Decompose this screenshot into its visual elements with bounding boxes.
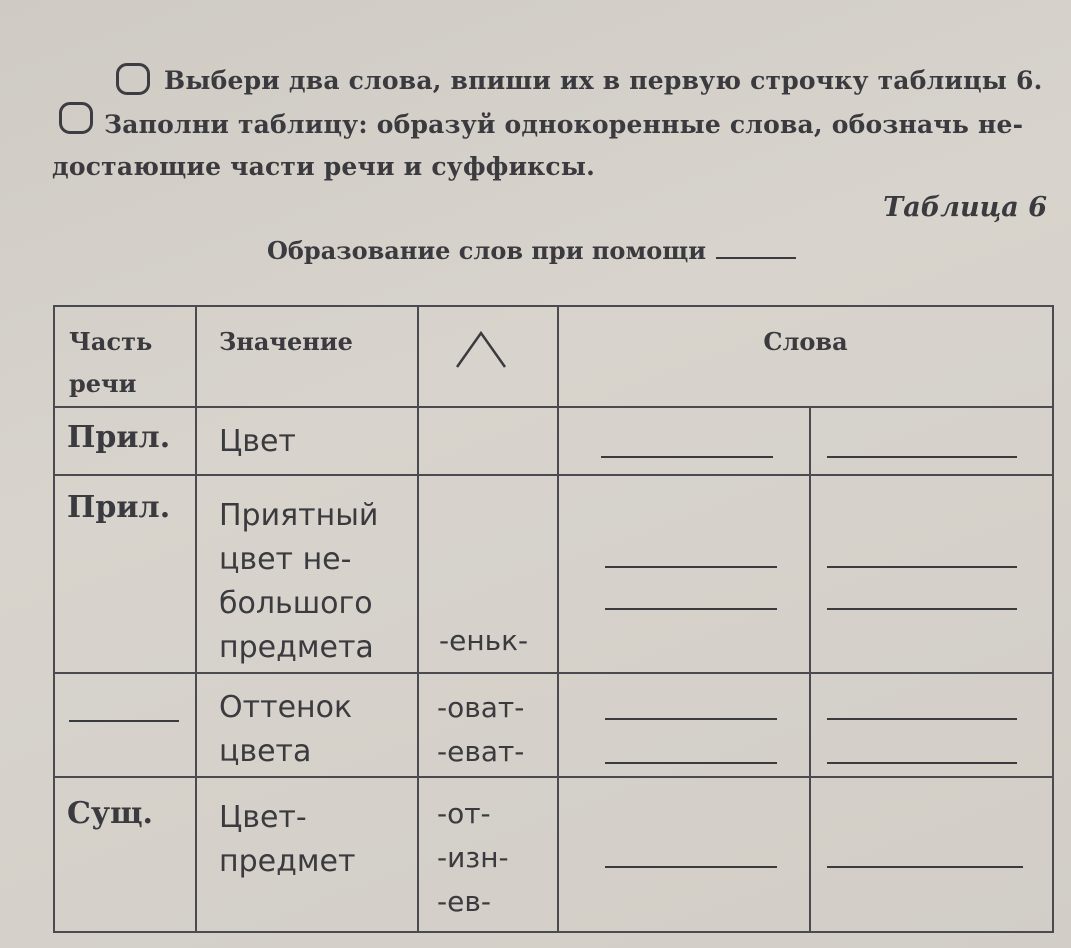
row1-word2[interactable] xyxy=(810,407,1053,475)
table-caption xyxy=(267,236,796,265)
row1-pos xyxy=(54,407,196,475)
row4-pos xyxy=(54,777,196,932)
table-label: Таблица 6 xyxy=(883,192,1047,223)
task2-text-line1: Заполни таблицу: образуй однокоренные слова, обозначь не- xyxy=(104,110,1024,139)
row3-meaning-line: цвета xyxy=(219,734,312,769)
header-words-text: Слова xyxy=(763,327,848,356)
suffix-text: -оват- xyxy=(437,691,525,724)
header-pos-line2: речи xyxy=(69,369,137,398)
answer-blank[interactable] xyxy=(601,456,773,458)
row4-word2[interactable] xyxy=(810,777,1053,932)
table-row xyxy=(54,673,1053,777)
row1-word1[interactable] xyxy=(558,407,810,475)
row4-meaning-line: Цвет- xyxy=(219,800,307,835)
answer-blank[interactable] xyxy=(827,718,1017,720)
row2-meaning xyxy=(196,475,418,673)
task2-checkbox[interactable] xyxy=(59,102,93,134)
task1-checkbox[interactable] xyxy=(116,63,150,95)
row1-meaning-text: Цвет xyxy=(219,424,296,459)
answer-blank[interactable] xyxy=(605,608,777,610)
row3-meaning-line: Оттенок xyxy=(219,690,353,725)
suffix-text: -еньк- xyxy=(439,624,529,657)
row4-word1[interactable] xyxy=(558,777,810,932)
row2-pos xyxy=(54,475,196,673)
row3-word2[interactable] xyxy=(810,673,1053,777)
header-pos-line1: Часть xyxy=(69,327,153,356)
suffix-text: -от- xyxy=(437,797,491,830)
header-meaning-text: Значение xyxy=(219,327,353,356)
answer-blank[interactable] xyxy=(827,608,1017,610)
header-row xyxy=(54,306,1053,407)
answer-blank[interactable] xyxy=(827,566,1017,568)
answer-blank[interactable] xyxy=(605,718,777,720)
caption-blank[interactable] xyxy=(716,237,796,259)
suffix-text: -еват- xyxy=(437,735,525,768)
header-suffix xyxy=(418,306,558,407)
suffix-text: -изн- xyxy=(437,841,509,874)
suffix-text: -ев- xyxy=(437,885,491,918)
suffix-roof-icon xyxy=(455,329,507,369)
row2-meaning-line: Приятный xyxy=(219,498,379,533)
row3-pos[interactable] xyxy=(54,673,196,777)
row3-suffix xyxy=(418,673,558,777)
word-formation-table xyxy=(53,305,1054,933)
table-row xyxy=(54,407,1053,475)
task2-text-line2: достающие части речи и суффиксы. xyxy=(52,152,596,181)
pos-blank[interactable] xyxy=(69,720,179,722)
answer-blank[interactable] xyxy=(605,566,777,568)
caption-text: Образование слов при помощи xyxy=(267,236,707,265)
table-row xyxy=(54,777,1053,932)
answer-blank[interactable] xyxy=(827,762,1017,764)
answer-blank[interactable] xyxy=(605,866,777,868)
row1-meaning xyxy=(196,407,418,475)
answer-blank[interactable] xyxy=(605,762,777,764)
row4-meaning xyxy=(196,777,418,932)
task1-text: Выбери два слова, впиши их в первую строчку таблицы 6. xyxy=(164,66,1043,95)
row1-suffix[interactable] xyxy=(418,407,558,475)
header-pos xyxy=(54,306,196,407)
header-words xyxy=(558,306,1053,407)
row1-pos-text: Прил. xyxy=(67,420,171,455)
row4-meaning-line: предмет xyxy=(219,844,356,879)
row3-meaning xyxy=(196,673,418,777)
row3-word1[interactable] xyxy=(558,673,810,777)
row2-word1[interactable] xyxy=(558,475,810,673)
answer-blank[interactable] xyxy=(827,866,1023,868)
row2-meaning-line: предмета xyxy=(219,630,374,665)
header-meaning xyxy=(196,306,418,407)
row2-meaning-line: большого xyxy=(219,586,373,621)
row2-suffix xyxy=(418,475,558,673)
answer-blank[interactable] xyxy=(827,456,1017,458)
row2-word2[interactable] xyxy=(810,475,1053,673)
row4-suffix xyxy=(418,777,558,932)
table-row xyxy=(54,475,1053,673)
row2-pos-text: Прил. xyxy=(67,490,171,525)
row2-meaning-line: цвет не- xyxy=(219,542,352,577)
row4-pos-text: Сущ. xyxy=(67,796,153,831)
